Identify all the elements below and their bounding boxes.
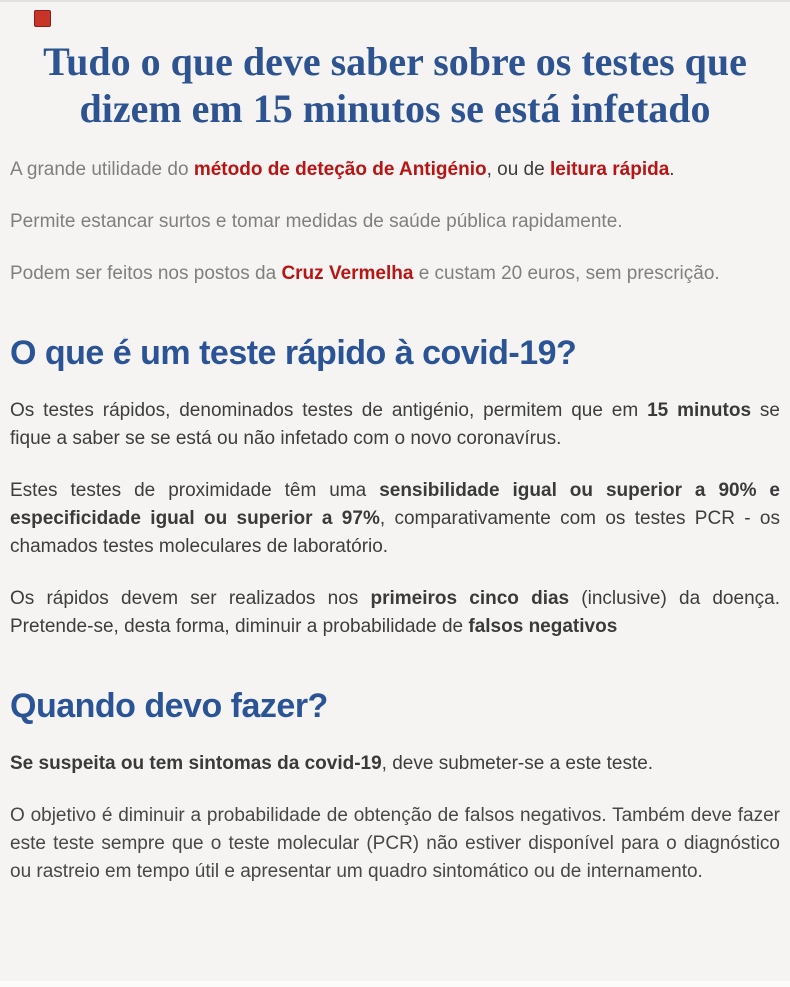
section2-paragraph-sintomas: [10, 750, 780, 778]
link-text[interactable]: método de deteção de Antigénio: [193, 159, 487, 181]
text-segment: sensibilidade igual ou superior a 90% e especificidade igual ou superior a 97%: [10, 480, 780, 530]
intro-paragraph-utility: [10, 156, 780, 184]
intro-paragraph-surtos: Permite estancar surtos e tomar medidas de saúde pública rapidamente.: [10, 211, 623, 233]
bottom-strip: [0, 981, 790, 987]
text-segment: Podem ser feitos nos postos da: [10, 263, 282, 285]
text-segment: (inclusive) da doença. Pretende-se, desta forma, diminuir a probabilidade de: [10, 588, 780, 638]
text-segment: .: [669, 159, 675, 181]
link-text[interactable]: leitura rápida: [549, 159, 670, 181]
article-content: [0, 38, 790, 886]
text-segment: Os testes rápidos, denominados testes de antigénio, permitem que em: [10, 400, 648, 422]
text-segment: , comparativamente com os testes PCR - os chamados testes moleculares de laboratório.: [10, 508, 780, 558]
text-segment: , deve submeter-se a este teste.: [381, 753, 654, 775]
section-heading-o-que-e: O que é um teste rápido à covid-19?: [10, 334, 577, 373]
text-segment: e custam 20 euros, sem prescrição.: [413, 263, 720, 285]
section2-paragraph-objetivo: O objetivo é diminuir a probabilidade de obtenção de falsos negativos. Também deve fazer este teste sempre que o teste molecular (PCR) não estiver disponível para o diagnóstico ou rastreio em tempo útil e apresentar um quadro sintomático ou de internamento.: [10, 805, 780, 883]
text-segment: 15 minutos: [647, 400, 752, 422]
text-segment: A grande utilidade do: [10, 159, 194, 181]
text-segment: Estes testes de proximidade têm uma: [10, 480, 380, 502]
intro-paragraph-postos: [10, 260, 780, 288]
text-segment: primeiros cinco dias: [370, 588, 570, 610]
text-segment: falsos negativos: [468, 616, 618, 638]
section1-paragraph-cinco-dias: [10, 585, 780, 641]
section1-paragraph-sensibilidade: [10, 477, 780, 561]
section-heading-quando-devo-fazer: Quando devo fazer?: [10, 687, 328, 726]
text-segment: se fique a saber se se está ou não infetado com o novo coronavírus.: [10, 400, 780, 450]
section1-paragraph-15-minutos: [10, 397, 780, 453]
text-segment: Os rápidos devem ser realizados nos: [10, 588, 371, 610]
red-placeholder-icon: [34, 10, 51, 27]
text-segment: , ou de: [486, 159, 550, 181]
article-title: Tudo o que deve saber sobre os testes que dizem em 15 minutos se está infetado: [43, 39, 747, 132]
text-segment: Se suspeita ou tem sintomas da covid-19: [10, 753, 382, 775]
link-text[interactable]: Cruz Vermelha: [281, 263, 414, 285]
